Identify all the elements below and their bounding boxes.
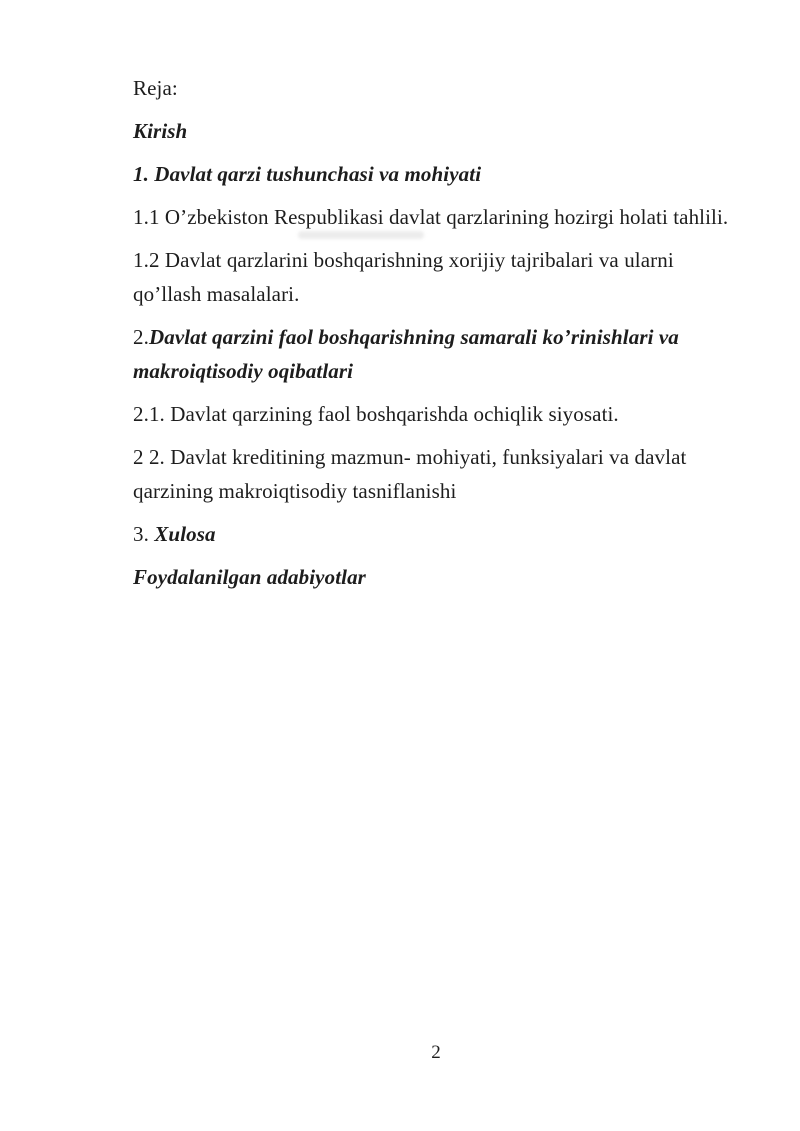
- section-2-number: 2.: [133, 325, 149, 349]
- outline-item-1-1: 1.1 O’zbekiston Respublikasi davlat qarzlarining hozirgi holati tahlili.: [133, 205, 729, 229]
- outline-item-2-1: 2.1. Davlat qarzining faol boshqarishda ochiqlik siyosati.: [133, 402, 619, 426]
- outline-item-1-2: 1.2 Davlat qarzlarini boshqarishning xorijiy tajribalari va ularni qo’llash masalalari.: [133, 248, 674, 306]
- outline-item-section-2: [133, 320, 739, 388]
- document-body: [133, 71, 739, 603]
- section-3-title: Xulosa: [154, 522, 216, 546]
- outline-item-2-2: 2 2. Davlat kreditining mazmun- mohiyati, funksiyalari va davlat qarzining makroiqtisodiy tasniflanishi: [133, 445, 687, 503]
- outline-item-section-1: 1. Davlat qarzi tushunchasi va mohiyati: [133, 162, 482, 186]
- plan-heading: Reja:: [133, 76, 178, 100]
- outline-item-kirish: Kirish: [133, 119, 188, 143]
- section-2-title: Davlat qarzini faol boshqarishning samarali ko’rinishlari va makroiqtisodiy oqibatlari: [133, 325, 679, 383]
- section-3-number: 3.: [133, 522, 155, 546]
- scan-smudge-artifact: [298, 231, 424, 239]
- page-number: 2: [431, 1042, 441, 1063]
- outline-item-references: Foydalanilgan adabiyotlar: [133, 565, 366, 589]
- outline-item-section-3: [133, 517, 739, 551]
